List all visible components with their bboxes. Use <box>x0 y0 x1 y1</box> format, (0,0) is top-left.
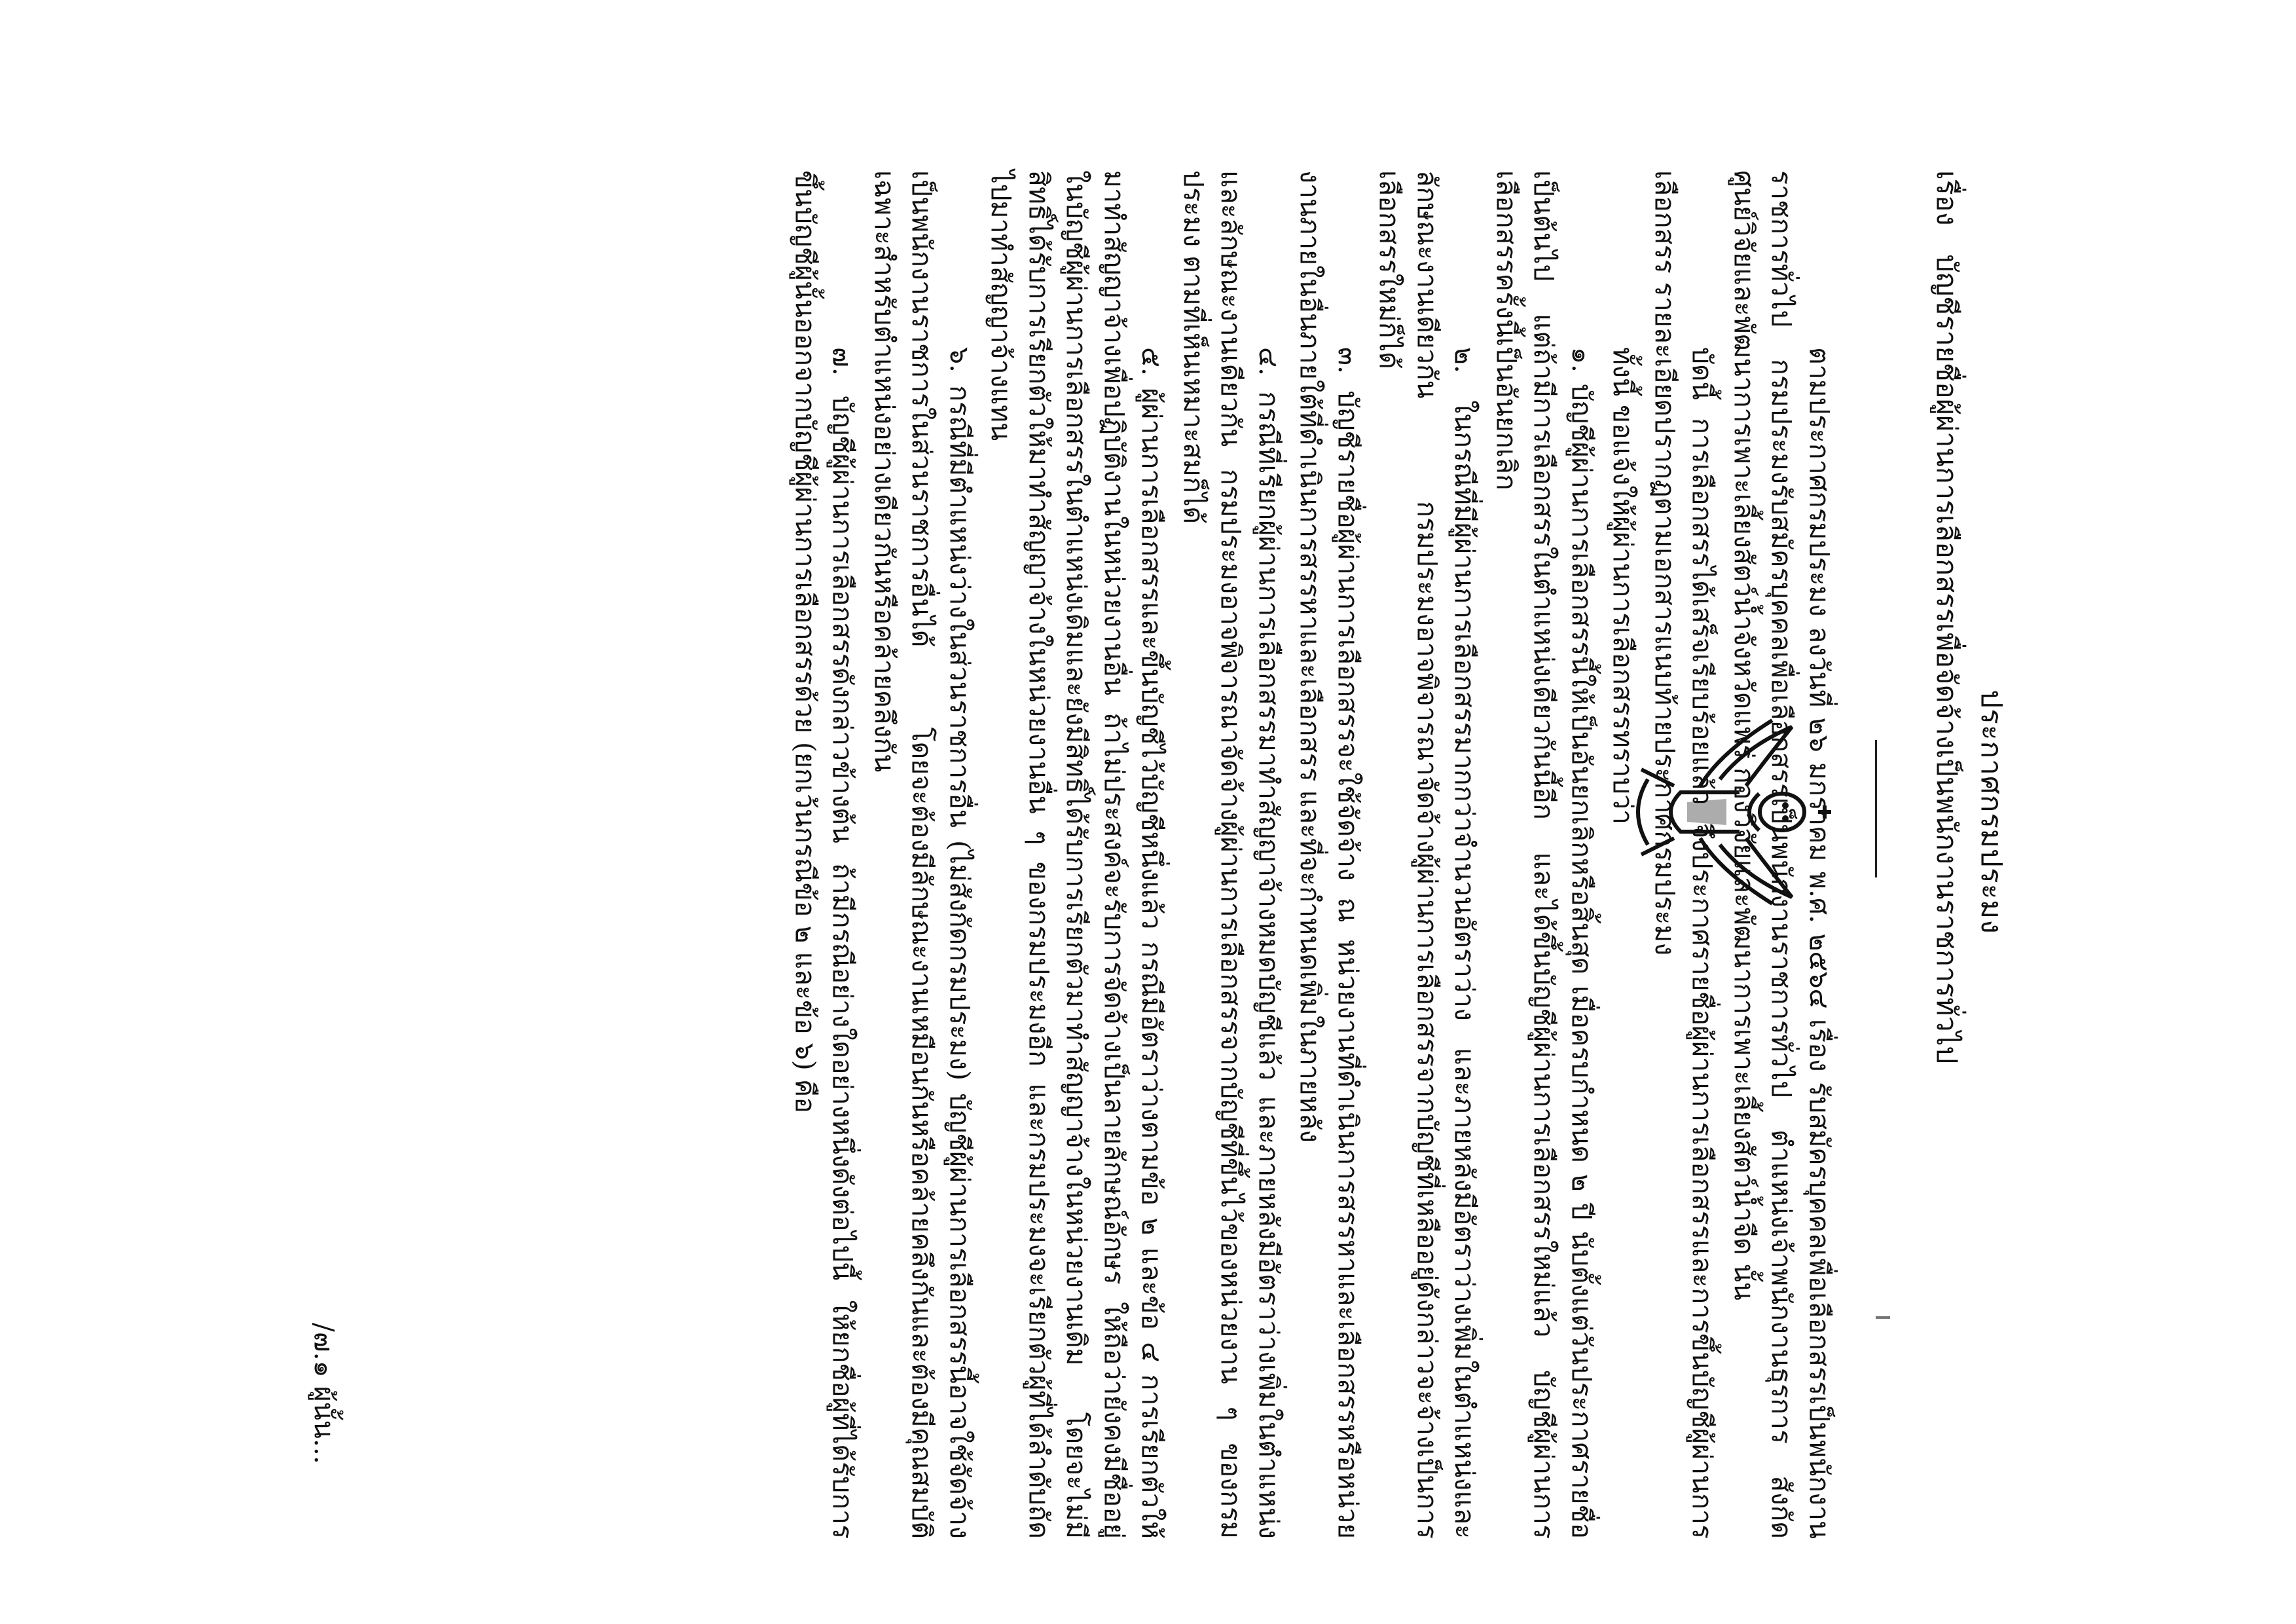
paragraph: ๕. ผู้ผ่านการเลือกสรรและขึ้นบัญชีไว้บัญชีหนึ่งแล้ว กรณีมีอัตราว่างตามข้อ ๒ และข้อ ๔ การเรียกตัวให้มาทำสัญญาจ้างเพื่อปฏิบัติงานในหน่วยงานอื่น ถ้าไม่ประสงค์จะรับการจัดจ้างเป็นลายลักษณ์อักษร ให้ถือว่ายังคงมีชื่ออยู่ในบัญชีผู้ผ่านการเลือกสรรในตำแหน่งเดิมและยังมีสิทธิ์ได้รับการเรียกตัวมาทำสัญญาจ้างในหน่วยงานเดิม โดยจะไม่มีสิทธิ์ได้รับการเรียกตัวให้มาทำสัญญาจ้างในหน่วยงานอื่น ๆ ของกรมประมงอีก และกรมประมงจะเรียกตัวผู้ที่ได้ลำดับถัดไปมาทำสัญญาจ้างแทน <box>985 170 1168 1539</box>
scan-mark <box>1876 1316 1890 1319</box>
paragraph: ๓. บัญชีรายชื่อผู้ผ่านการเลือกสรรจะใช้จัดจ้าง ณ หน่วยงานที่ดำเนินการสรรหาและเลือกสรรหรือหน่วยงานภายในอื่นภายใต้ที่ดำเนินการสรรหาและเลือกสรร และที่จะกำหนดเพิ่มในภายหลัง <box>1294 170 1364 1539</box>
paragraph: ๒. ในกรณีที่มีผู้ผ่านการเลือกสรรมากกว่าจำนวนอัตราว่าง และภายหลังมีอัตราว่างเพิ่มในตำแหน่งและลักษณะงานเดียวกัน กรมประมงอาจพิจารณาจัดจ้างผู้ผ่านการเลือกสรรจากบัญชีที่เหลืออยู่ดังกล่าวจะจ้างเป็นการเลือกสรรใหม่ก็ได้ <box>1374 170 1481 1539</box>
document-body <box>782 170 1838 1539</box>
paragraph: ตามประกาศกรมประมง ลงวันที่ ๒๖ มกราคม พ.ศ. ๒๕๖๔ เรื่อง รับสมัครบุคคลเพื่อเลือกสรรเป็นพนักงานราชการทั่วไป กรมประมงรับสมัครบุคคลเพื่อเลือกสรรเป็นพนักงานราชการทั่วไป ตำแหน่งเจ้าพนักงานธุรการ สังกัดศูนย์วิจัยและพัฒนาการเพาะเลี้ยงสัตว์น้ำจังหวัดแพร่ กองวิจัยและพัฒนาการเพาะเลี้ยงสัตว์น้ำจืด นั้น <box>1728 170 1835 1539</box>
paragraph: ๗. บัญชีผู้ผ่านการเลือกสรรดังกล่าวข้างต้น ถ้ามีกรณีอย่างใดอย่างหนึ่งดังต่อไปนี้ ให้ยกชื่อผู้ที่ได้รับการขึ้นบัญชีผู้นั้นออกจากบัญชีผู้ผ่านการเลือกสรรด้วย (ยกเว้นกรณีข้อ ๒ และข้อ ๖) คือ <box>790 170 859 1539</box>
title-divider <box>1875 740 1877 877</box>
paragraph: ๔. กรณีที่เรียกผู้ผ่านการเลือกสรรมาทำสัญญาจ้างหมดบัญชีแล้ว และภายหลังมีอัตราว่างเพิ่มในตำแหน่งและลักษณะงานเดียวกัน กรมประมงอาจพิจารณาจัดจ้างผู้ผ่านการเลือกสรรจากบัญชีที่ขึ้นไว้ของหน่วยงาน ๆ ของกรมประมง ตามที่เห็นเหมาะสมก็ได้ <box>1178 170 1285 1539</box>
paragraph: ๖. กรณีที่มีตำแหน่งว่างในส่วนราชการอื่น (ไม่สังกัดกรมประมง) บัญชีผู้ผ่านการเลือกสรรนี้อาจใช้จัดจ้างเป็นพนักงานราชการในส่วนราชการอื่นได้ โดยจะต้องมีลักษณะงานเหมือนกันหรือคล้ายคลึงกันและต้องมีคุณสมบัติเฉพาะสำหรับตำแหน่งอย่างเดียวกันหรือคล้ายคลึงกัน <box>869 170 975 1539</box>
paragraph: ๑. บัญชีผู้ผ่านการเลือกสรรนี้ให้เป็นอันยกเลิกหรือสิ้นสุด เมื่อครบกำหนด ๒ ปี นับตั้งแต่วันประกาศรายชื่อเป็นต้นไป แต่ถ้ามีการเลือกสรรในตำแหน่งเดียวกันนี้อีก และได้ขึ้นบัญชีผู้ผ่านการเลือกสรรใหม่แล้ว บัญชีผู้ผ่านการเลือกสรรครั้งนี้เป็นอันยกเลิก <box>1491 170 1597 1539</box>
subject-text: บัญชีรายชื่อผู้ผ่านการเลือกสรรเพื่อจัดจ้างเป็นพนักงานราชการทั่วไป <box>1930 254 1963 1064</box>
document-subject <box>1927 170 1965 1532</box>
subject-label: เรื่อง <box>1930 170 1963 226</box>
document-title: ประกาศกรมประมง <box>1975 690 2008 934</box>
continuation-marker: /๗.๑ ผู้นั้น... <box>308 1323 340 1464</box>
paragraph: บัดนี้ การเลือกสรรได้เสร็จเรียบร้อยแล้ว จึงประกาศรายชื่อผู้ผ่านการเลือกสรรและการขึ้นบัญชีผู้ผ่านการเลือกสรร รายละเอียดปรากฏตามเอกสารแนบท้ายประกาศกรมประมง <box>1649 170 1719 1539</box>
paragraph: ทั้งนี้ ขอแจ้งให้ผู้ผ่านการเลือกสรรทราบว่า <box>1607 347 1639 825</box>
